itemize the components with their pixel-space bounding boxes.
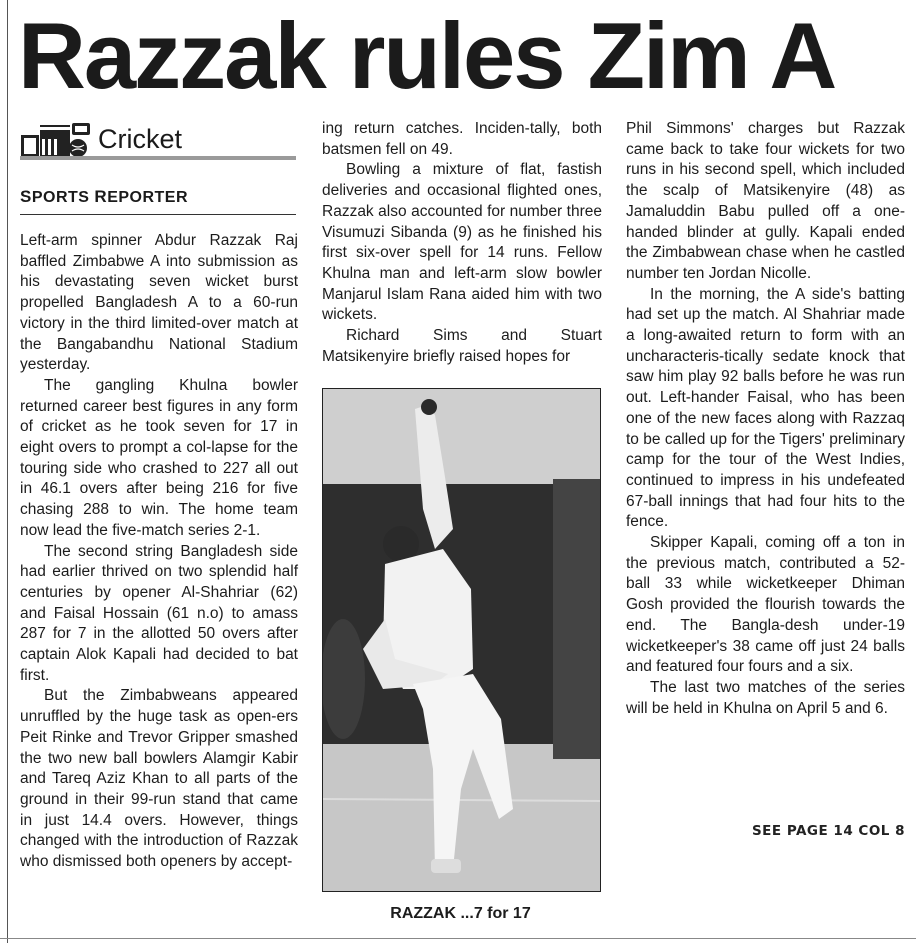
paragraph: The gangling Khulna bowler returned career best figures in any form of cricket as he took seven for 17 in eight overs to prompt a col-lapse for the touring side who crashed to 227 all out in 46.1 overs after being 216 for five chasing 288 to win. The home team now lead the five-match series 2-1.: [20, 376, 298, 539]
section-rule: [20, 156, 296, 160]
section-label: Cricket: [98, 124, 183, 154]
paragraph: The last two matches of the series will be held in Khulna on April 5 and 6.: [626, 678, 905, 717]
paragraph: Bowling a mixture of flat, fastish deliveries and occasional flighted ones, Razzak also accounted for number three Visumuzi Sibanda (9) as he finished his first six-over spell for 14 runs. Fellow Khulna man and left-arm slow bowler Manjarul Islam Rana aided him with two wickets.: [322, 161, 602, 324]
continuation-note: SEE PAGE 14 COL 8: [751, 823, 905, 839]
paragraph: ing return catches. Inciden-tally, both batsmen fell on 49.: [322, 120, 602, 158]
paragraph: The second string Bangladesh side had earlier thrived on two splendid half centuries by opener Al-Shahriar (62) and Faisal Hossain (61 n.o) to amass 287 for 7 in the allotted 50 overs after captain Alok Kapali had decided to bat first.: [20, 542, 298, 684]
article-column-1: [20, 231, 298, 873]
byline-rule: [20, 214, 296, 215]
paragraph: Left-arm spinner Abdur Razzak Raj baffled Zimbabwe A into submission as his devastating seven wicket burst propelled Bangladesh A to a 60-run victory in the third limited-over match at the Bangabandhu National Stadium yesterday.: [20, 232, 298, 374]
cricket-bat-ball-icon: [20, 121, 92, 159]
paragraph: Richard Sims and Stuart Matsikenyire briefly raised hopes for: [322, 327, 602, 365]
byline: SPORTS REPORTER: [20, 187, 189, 206]
paragraph: But the Zimbabweans appeared unruffled by the huge task as open-ers Peit Rinke and Trevor Gripper smashed the two new ball bowlers Alamgir Kabir and Tareq Aziz Khan to all parts of the ground in their 99-run stand that came in just 14.4 overs. However, things changed with the introduction of Razzak who dismissed both openers by accept-: [20, 687, 298, 871]
article-column-2: [322, 119, 602, 367]
headline: Razzak rules Zim A: [18, 3, 836, 108]
photo-caption: RAZZAK ...7 for 17: [390, 905, 531, 922]
paragraph: Skipper Kapali, coming off a ton in the previous match, contributed a 52-ball 33 while wicketkeeper Dhiman Gosh provided the flourish towards the end. The Bangla-desh under-19 wicketkeeper's 38 came off just 24 balls and featured four fours and a six.: [626, 534, 905, 676]
paragraph: In the morning, the A side's batting had set up the match. Al Shahriar made a long-awaited return to form with an uncharacteris-tically sedate knock that saw him play 92 balls before he was run out. Left-hander Faisal, who has been one of the new faces along with Razzaq to be called up for the Tigers' preliminary camp for the tour of the West Indies, continued to impress in his undefeated 67-ball innings that had four hits to the fence.: [626, 285, 905, 531]
page-left-rule: [7, 0, 8, 943]
page-bottom-rule: [0, 938, 916, 939]
paragraph: Phil Simmons' charges but Razzak came back to take four wickets for two runs in his second spell, which included the scalp of Matsikenyire (48) as Jamaluddin Babu pulled off a one-handed blinder at gully. Kapali ended the Zimbabwean chase when he castled number ten Jordan Nicolle.: [626, 120, 905, 282]
bowler-photo: [322, 388, 601, 892]
bowler-photo-image: [323, 389, 600, 891]
article-column-3: [626, 119, 905, 719]
section-tag: [20, 118, 296, 162]
